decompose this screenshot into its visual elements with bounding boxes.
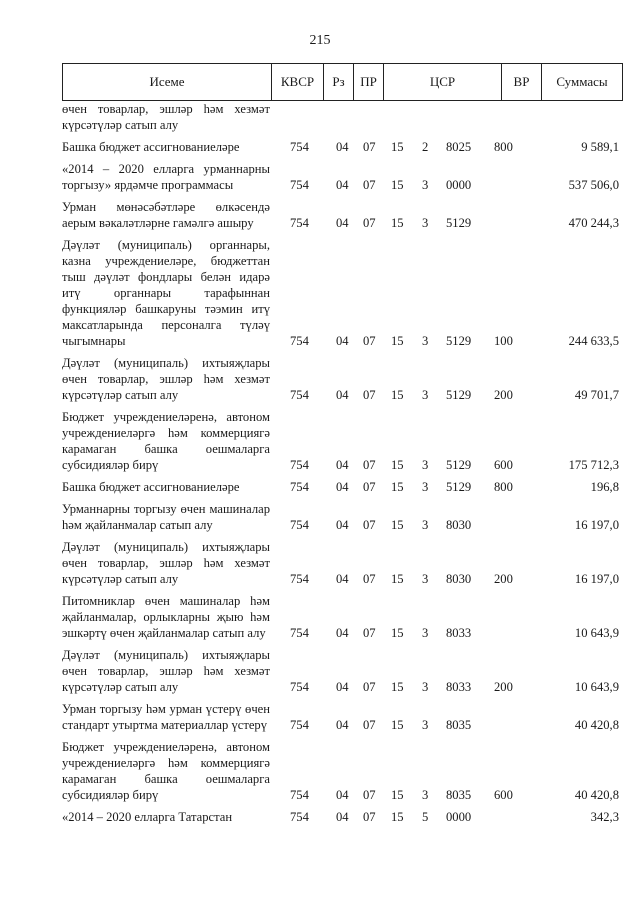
cell-rz: 04 (336, 140, 349, 154)
cell-csr-code: 8030 (446, 518, 472, 532)
row-values (62, 571, 627, 587)
cell-rz: 04 (336, 788, 349, 802)
row-values (62, 457, 627, 473)
cell-sum: 196,8 (590, 480, 619, 494)
cell-csr-code: 5129 (446, 388, 472, 402)
cell-kvsr: 754 (290, 788, 309, 802)
cell-kvsr: 754 (290, 480, 309, 494)
cell-pr: 07 (363, 810, 376, 824)
cell-pr: 07 (363, 680, 376, 694)
cell-vr: 800 (494, 140, 513, 154)
row-values (62, 117, 627, 133)
cell-csr-program: 15 (391, 216, 404, 230)
cell-csr-subprogram: 3 (422, 334, 429, 348)
cell-name: өчен товарлар, эшләр һәм хезмәт күрсәтүләр сатып алу (62, 102, 270, 132)
header-kvsr: КВСР (272, 64, 324, 100)
cell-csr-subprogram: 3 (422, 572, 429, 586)
row-values (62, 177, 627, 193)
cell-csr-subprogram: 3 (422, 680, 429, 694)
cell-kvsr: 754 (290, 518, 309, 532)
cell-csr-program: 15 (391, 626, 404, 640)
cell-name: Питомниклар өчен машиналар һәм җайланмалар, орлыкларны җыю һәм эшкәртү өчен җайланмалар сатып алу (62, 594, 270, 640)
cell-kvsr: 754 (290, 458, 309, 472)
cell-kvsr: 754 (290, 216, 309, 230)
table-row (62, 355, 627, 403)
cell-rz: 04 (336, 810, 349, 824)
cell-csr-program: 15 (391, 680, 404, 694)
cell-kvsr: 754 (290, 140, 309, 154)
cell-pr: 07 (363, 480, 376, 494)
table-row (62, 161, 627, 193)
cell-pr: 07 (363, 216, 376, 230)
cell-name: Урманнарны торгызу өчен машиналар һәм җайланмалар сатып алу (62, 502, 270, 532)
cell-sum: 40 420,8 (574, 718, 619, 732)
cell-kvsr: 754 (290, 572, 309, 586)
cell-csr-program: 15 (391, 572, 404, 586)
table-row (62, 647, 627, 695)
cell-kvsr: 754 (290, 626, 309, 640)
cell-pr: 07 (363, 572, 376, 586)
row-values (62, 717, 627, 733)
cell-csr-subprogram: 3 (422, 480, 429, 494)
row-values (62, 215, 627, 231)
header-sum: Суммасы (556, 74, 608, 89)
cell-csr-program: 15 (391, 810, 404, 824)
cell-sum: 10 643,9 (574, 626, 619, 640)
cell-sum: 49 701,7 (574, 388, 619, 402)
cell-pr: 07 (363, 388, 376, 402)
header-rz: Рз (324, 64, 354, 100)
table-row (62, 479, 627, 495)
table-row (62, 101, 627, 133)
cell-pr: 07 (363, 458, 376, 472)
cell-sum: 9 589,1 (581, 140, 619, 154)
cell-rz: 04 (336, 572, 349, 586)
cell-rz: 04 (336, 480, 349, 494)
row-values (62, 387, 627, 403)
cell-csr-subprogram: 3 (422, 388, 429, 402)
cell-name: Бюджет учреждениеләренә, автоном учреждениеләргә һәм коммерциягә карамаган башка оешмаларга субсидияләр бирү (62, 740, 270, 802)
cell-csr-code: 8030 (446, 572, 472, 586)
cell-rz: 04 (336, 178, 349, 192)
cell-sum: 342,3 (590, 810, 619, 824)
cell-csr-program: 15 (391, 788, 404, 802)
cell-csr-subprogram: 3 (422, 178, 429, 192)
cell-pr: 07 (363, 140, 376, 154)
cell-csr-code: 5129 (446, 334, 472, 348)
table-row (62, 199, 627, 231)
cell-csr-subprogram: 3 (422, 626, 429, 640)
cell-sum: 16 197,0 (574, 518, 619, 532)
cell-csr-program: 15 (391, 140, 404, 154)
cell-csr-program: 15 (391, 480, 404, 494)
cell-sum: 244 633,5 (568, 334, 619, 348)
cell-vr: 600 (494, 788, 513, 802)
cell-name: «2014 – 2020 елларга Татарстан (62, 810, 233, 824)
header-vr: ВР (502, 64, 542, 100)
table-row (62, 701, 627, 733)
cell-csr-code: 8025 (446, 140, 472, 154)
row-values (62, 679, 627, 695)
cell-csr-code: 8035 (446, 788, 472, 802)
cell-name: Дәүләт (муниципаль) ихтыяҗлары өчен товарлар, эшләр һәм хезмәт күрсәтүләр сатып алу (62, 356, 270, 402)
cell-vr: 200 (494, 388, 513, 402)
cell-csr-code: 8033 (446, 626, 472, 640)
cell-csr-subprogram: 3 (422, 718, 429, 732)
cell-sum: 10 643,9 (574, 680, 619, 694)
row-values (62, 333, 627, 349)
cell-rz: 04 (336, 680, 349, 694)
cell-rz: 04 (336, 334, 349, 348)
cell-pr: 07 (363, 518, 376, 532)
cell-csr-code: 8035 (446, 718, 472, 732)
cell-vr: 200 (494, 572, 513, 586)
table-row (62, 501, 627, 533)
cell-csr-code: 5129 (446, 216, 472, 230)
table-body (62, 101, 627, 831)
row-values (62, 809, 627, 825)
cell-sum: 175 712,3 (568, 458, 619, 472)
row-values (62, 787, 627, 803)
cell-pr: 07 (363, 718, 376, 732)
cell-pr: 07 (363, 178, 376, 192)
cell-vr: 800 (494, 480, 513, 494)
cell-kvsr: 754 (290, 388, 309, 402)
cell-name: Башка бюджет ассигнованиеләре (62, 480, 240, 494)
cell-vr: 600 (494, 458, 513, 472)
cell-name: «2014 – 2020 елларга урманнарны торгызу» ярдәмче программасы (62, 162, 270, 192)
cell-pr: 07 (363, 334, 376, 348)
cell-sum: 470 244,3 (568, 216, 619, 230)
cell-csr-program: 15 (391, 718, 404, 732)
cell-kvsr: 754 (290, 334, 309, 348)
cell-name: Дәүләт (муниципаль) органнары, казна учреждениеләре, бюджеттан тыш дәүләт фондлары белән идарә итү органнары тарафыннан функцияләр башкаруны тәэмин итү максатларында персоналга түләү чыгымнары (62, 238, 270, 348)
cell-rz: 04 (336, 216, 349, 230)
cell-name: Дәүләт (муниципаль) ихтыяҗлары өчен товарлар, эшләр һәм хезмәт күрсәтүләр сатып алу (62, 648, 270, 694)
cell-pr: 07 (363, 788, 376, 802)
cell-csr-program: 15 (391, 518, 404, 532)
cell-name: Урман мөнәсәбәтләре өлкәсендә аерым вәкаләтләрне гамәлгә ашыру (62, 200, 270, 230)
cell-csr-program: 15 (391, 458, 404, 472)
cell-name: Дәүләт (муниципаль) ихтыяҗлары өчен товарлар, эшләр һәм хезмәт күрсәтүләр сатып алу (62, 540, 270, 586)
table-row (62, 593, 627, 641)
table-header (62, 63, 623, 101)
page-number: 215 (309, 33, 331, 48)
table-row (62, 809, 627, 825)
cell-csr-subprogram: 3 (422, 518, 429, 532)
cell-vr: 200 (494, 680, 513, 694)
cell-name: Бюджет учреждениеләренә, автоном учреждениеләргә һәм коммерциягә карамаган башка оешмаларга субсидияләр бирү (62, 410, 270, 472)
row-values (62, 479, 627, 495)
cell-csr-code: 5129 (446, 458, 472, 472)
cell-csr-program: 15 (391, 178, 404, 192)
table-row (62, 739, 627, 803)
cell-sum: 40 420,8 (574, 788, 619, 802)
cell-csr-subprogram: 3 (422, 788, 429, 802)
cell-vr: 100 (494, 334, 513, 348)
cell-name: Башка бюджет ассигнованиеләре (62, 140, 240, 154)
row-values (62, 625, 627, 641)
cell-csr-subprogram: 5 (422, 810, 429, 824)
row-values (62, 139, 627, 155)
cell-csr-subprogram: 3 (422, 458, 429, 472)
row-values (62, 517, 627, 533)
cell-kvsr: 754 (290, 680, 309, 694)
table-row (62, 237, 627, 349)
header-pr: ПР (354, 64, 384, 100)
cell-kvsr: 754 (290, 810, 309, 824)
header-csr: ЦСР (384, 64, 502, 100)
cell-rz: 04 (336, 458, 349, 472)
cell-sum: 537 506,0 (568, 178, 619, 192)
cell-csr-program: 15 (391, 388, 404, 402)
cell-csr-code: 8033 (446, 680, 472, 694)
table-row (62, 539, 627, 587)
cell-rz: 04 (336, 388, 349, 402)
header-name: Исеме (63, 64, 272, 100)
cell-kvsr: 754 (290, 718, 309, 732)
cell-csr-subprogram: 2 (422, 140, 429, 154)
cell-csr-subprogram: 3 (422, 216, 429, 230)
cell-kvsr: 754 (290, 178, 309, 192)
table-row (62, 409, 627, 473)
cell-rz: 04 (336, 518, 349, 532)
cell-csr-program: 15 (391, 334, 404, 348)
cell-rz: 04 (336, 626, 349, 640)
table-row (62, 139, 627, 155)
cell-rz: 04 (336, 718, 349, 732)
cell-csr-code: 5129 (446, 480, 472, 494)
cell-pr: 07 (363, 626, 376, 640)
cell-name: Урман торгызу һәм урман үстерү өчен стандарт утыртма материаллар үстерү (62, 702, 270, 732)
cell-csr-code: 0000 (446, 178, 472, 192)
cell-sum: 16 197,0 (574, 572, 619, 586)
cell-csr-code: 0000 (446, 810, 472, 824)
